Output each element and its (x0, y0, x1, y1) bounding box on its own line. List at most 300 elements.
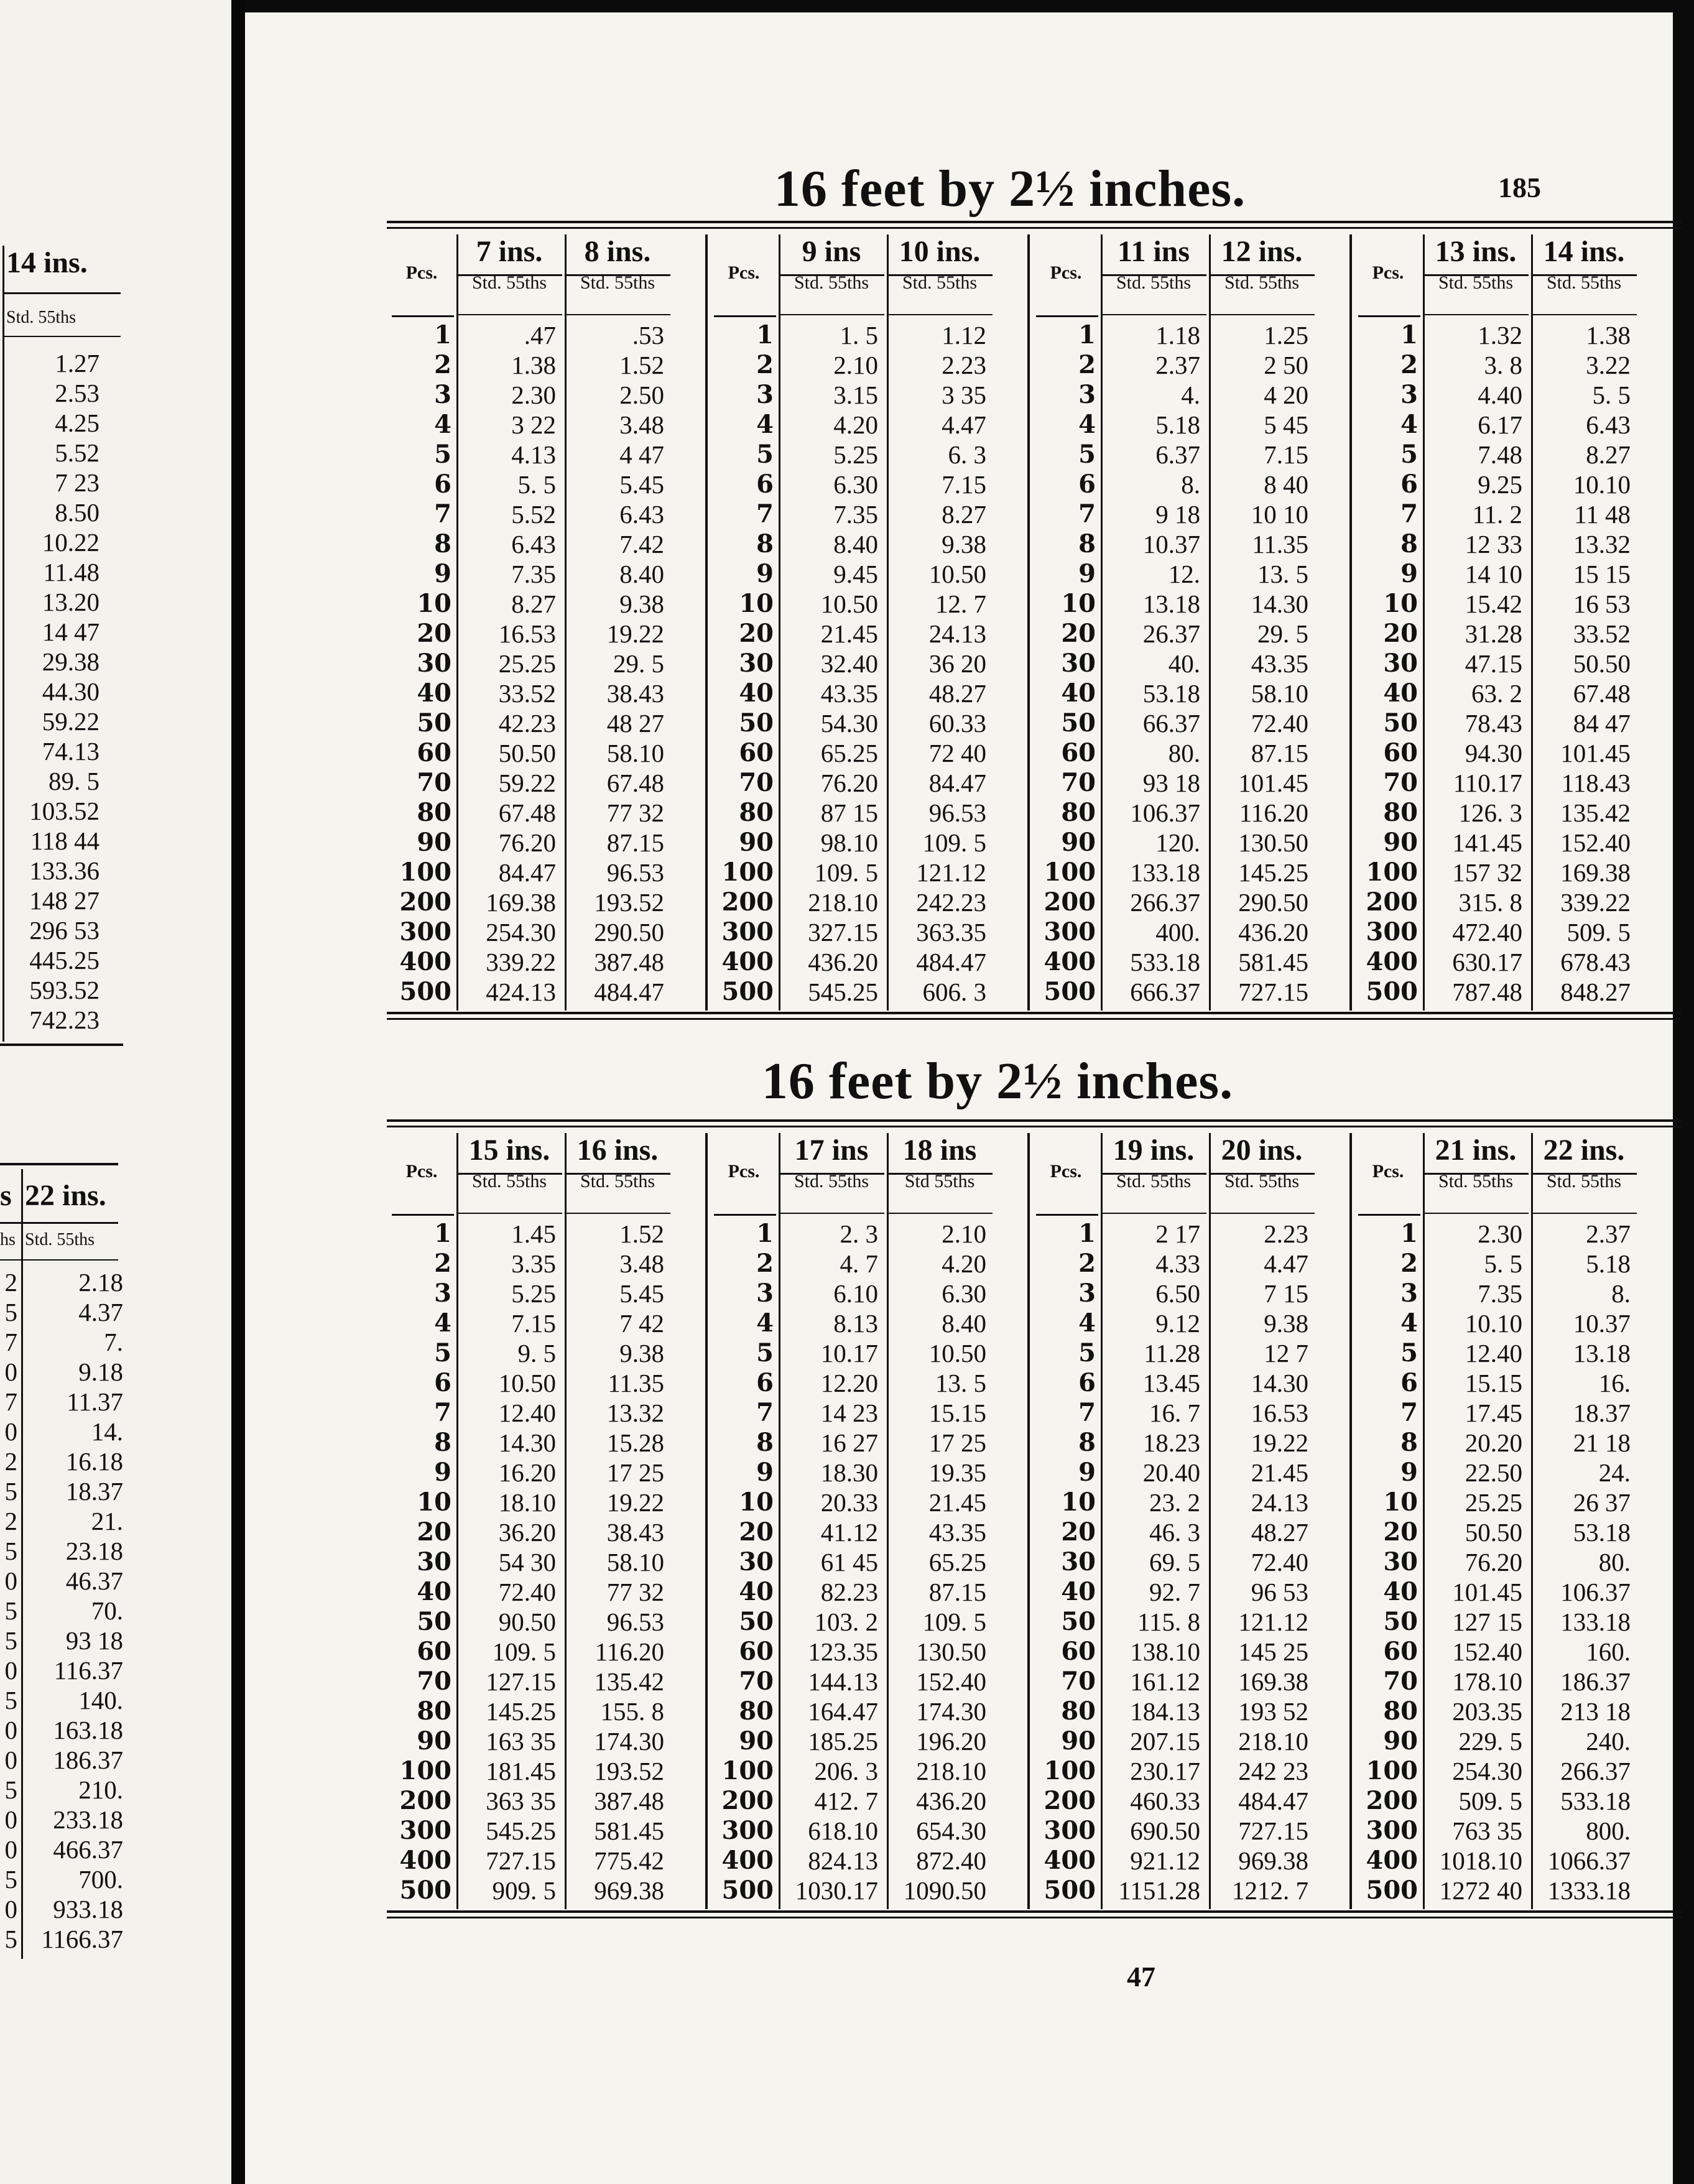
top-table-values-cell: 36 20 (928, 649, 986, 678)
top-table-positions-cell: 500 (1366, 977, 1418, 1006)
bottom-table-values-cell: 206. 3 (814, 1757, 878, 1785)
top-table-values-cell: 29. 5 (613, 649, 664, 678)
bottom-table-positions-cell: 400 (1044, 1846, 1096, 1875)
top-table-values-cell: 606. 3 (922, 978, 986, 1006)
top-table-values-cell: 43.35 (1251, 649, 1308, 678)
left-bottom-partial-values-cell: 0 (4, 1895, 17, 1923)
bottom-table-values-cell: 65.25 (928, 1548, 986, 1576)
top-table-values-cell: 16 53 (1573, 590, 1631, 618)
top-table-col-header: 7 ins. (476, 235, 543, 268)
bottom-table-values-cell: 15.15 (928, 1399, 986, 1427)
bottom-table-values-cell: 2 17 (1155, 1219, 1200, 1248)
bottom-table-positions-cell: 500 (1366, 1876, 1418, 1905)
top-table-positions (387, 320, 451, 1007)
top-table-positions-cell: 100 (721, 858, 774, 887)
bottom-table-values-cell: 6.30 (942, 1279, 986, 1308)
top-table-positions-cell: 4 (1400, 410, 1418, 439)
left-top-values-cell: 2.53 (55, 379, 100, 407)
bottom-table-values-cell: 92. 7 (1149, 1578, 1200, 1606)
bottom-table-positions-cell: 10 (1061, 1488, 1096, 1517)
top-table-values-cell: 727.15 (1238, 978, 1308, 1006)
top-table-col-subheader: Std. 55ths (580, 272, 655, 293)
bottom-table-positions-cell: 90 (417, 1726, 451, 1756)
top-table-positions-cell: 7 (434, 499, 451, 529)
top-table-values-cell: 145.25 (1238, 858, 1308, 887)
left-top-values-cell: 296 53 (29, 916, 100, 945)
top-table-values-cell: 4.20 (833, 410, 878, 439)
bottom-table-values-cell: 872.40 (916, 1846, 986, 1875)
top-table-values-cell: 5. 5 (517, 470, 556, 499)
bottom-table-subheader-rule (779, 1213, 884, 1214)
bottom-table-col-subheader: Std. 55ths (794, 1171, 869, 1191)
top-table-values-cell: 666.37 (1130, 978, 1200, 1006)
top-table-positions-cell: 90 (417, 828, 451, 857)
bottom-table-values-cell: 184.13 (1130, 1697, 1200, 1726)
top-table-values-cell: 787.48 (1452, 978, 1522, 1006)
top-table-values-cell: 678.43 (1560, 948, 1631, 976)
top-table-values-cell: 50.50 (498, 739, 556, 767)
bottom-table-values-cell: 5.25 (511, 1279, 556, 1308)
top-table-col-header: 9 ins (802, 235, 861, 268)
top-table-rule-top2 (387, 227, 1682, 229)
bottom-table-values-cell: 138.10 (1130, 1637, 1200, 1666)
bottom-table-positions-cell: 3 (756, 1279, 774, 1308)
bottom-table-positions-cell: 1 (1078, 1219, 1096, 1248)
top-table-col-divider (456, 234, 458, 1011)
top-table-values-cell: 8.27 (1586, 440, 1631, 469)
left-top-values-cell: 133.36 (29, 856, 100, 885)
top-table-values-cell: 58.10 (1251, 679, 1308, 708)
bottom-table-values-cell: 4.47 (1264, 1249, 1308, 1278)
left-bottom-subheader: Std. 55ths (25, 1230, 95, 1249)
bottom-table-values-cell: 1151.28 (1118, 1876, 1200, 1905)
top-table-values-cell: 21.45 (820, 619, 878, 648)
top-table-values-cell: 42.23 (498, 709, 556, 738)
bottom-table-values-cell: 22.50 (1465, 1458, 1522, 1487)
bottom-table-positions-cell: 9 (1400, 1458, 1418, 1487)
top-table-positions-cell: 2 (1400, 350, 1418, 379)
left-bottom-partial-values-cell: 0 (4, 1805, 17, 1834)
top-table-values-cell: 169.38 (486, 888, 556, 917)
top-table-values-cell: 65.25 (820, 739, 878, 767)
left-top-values-cell: 29.38 (42, 647, 100, 676)
bottom-table-rule-top (387, 1119, 1682, 1122)
bottom-table-positions-cell: 4 (756, 1308, 774, 1338)
top-table-values-cell: 533.18 (1130, 948, 1200, 976)
top-table-values-cell: 38.43 (606, 679, 664, 708)
bottom-table-values-cell: 160. (1586, 1637, 1631, 1666)
bottom-table-values-cell: 266.37 (1560, 1757, 1631, 1785)
top-table-rule-top (387, 221, 1682, 223)
top-table-positions-cell: 10 (739, 589, 774, 618)
top-table-values-cell: 254.30 (486, 918, 556, 946)
top-table-positions-cell: 5 (756, 440, 774, 469)
bottom-table-positions-cell: 60 (1383, 1637, 1418, 1666)
bottom-table-values-cell: 14.30 (498, 1428, 556, 1457)
top-table-values-cell: 1.25 (1264, 321, 1308, 349)
bottom-table-positions-cell: 100 (1366, 1756, 1418, 1785)
top-table-values-cell: 26.37 (1142, 619, 1200, 648)
bottom-table-values-cell: 3.35 (511, 1249, 556, 1278)
bottom-table-col-subheader: Std. 55ths (471, 1171, 547, 1191)
bottom-table-positions-cell: 80 (417, 1696, 451, 1726)
bottom-table-values-cell: 387.48 (594, 1787, 664, 1815)
top-table-values-cell: 290.50 (1238, 888, 1308, 917)
top-table-positions-cell: 40 (417, 678, 451, 708)
top-table-values-cell: 9 18 (1155, 500, 1200, 529)
top-table-values-cell: 387.48 (594, 948, 664, 976)
top-table-values-cell: 8 40 (1264, 470, 1308, 499)
left-top-values-cell: 1.27 (55, 349, 100, 377)
left-bottom-partial-values-cell: 5 (4, 1298, 17, 1326)
bottom-table-positions-cell: 30 (1383, 1547, 1418, 1576)
top-table-positions-cell: 300 (1366, 917, 1418, 946)
top-table-positions-cell: 2 (756, 350, 774, 379)
bottom-table-col-header: 15 ins. (468, 1134, 550, 1167)
top-table-values-cell: 13.18 (1142, 590, 1200, 618)
top-table-values-cell: 72 40 (928, 739, 986, 767)
bottom-table-positions-cell: 50 (1383, 1607, 1418, 1636)
top-table-positions-cell: 7 (756, 499, 774, 529)
bottom-table-values-cell: 50.50 (1465, 1518, 1522, 1547)
bottom-table-values (1103, 1219, 1200, 1905)
top-table-values-cell: 109. 5 (922, 828, 986, 857)
top-table-positions-cell: 30 (1061, 649, 1096, 678)
left-bottom-header-rule (0, 1222, 118, 1224)
top-table-positions-cell: 3 (434, 380, 451, 409)
bottom-table-col-divider (1101, 1133, 1103, 1909)
bottom-table-values-cell: 38.43 (606, 1518, 664, 1547)
top-table-values-cell: 12 33 (1465, 530, 1522, 558)
left-top-subheader: Std. 55ths (6, 308, 76, 327)
top-table-values-cell: 84 47 (1573, 709, 1631, 738)
bottom-table-positions-cell: 8 (1400, 1428, 1418, 1457)
left-top-values-cell: 59.22 (42, 707, 100, 736)
bottom-table-values (459, 1219, 556, 1905)
bottom-table-positions (387, 1219, 451, 1905)
top-table-values-cell: 121.12 (916, 858, 986, 887)
top-table-values-cell: 10.37 (1142, 530, 1200, 558)
top-table-values-cell: 436.20 (1238, 918, 1308, 946)
bottom-table-positions-cell: 30 (1061, 1547, 1096, 1576)
top-table-positions-cell: 8 (434, 529, 451, 558)
top-table-values-cell: 7.48 (1478, 440, 1522, 469)
bottom-table-values-cell: 9.12 (1155, 1309, 1200, 1338)
bottom-table-values-cell: 19.22 (1251, 1428, 1308, 1457)
bottom-table-subheader-rule (1209, 1213, 1315, 1214)
top-table-col-divider (1209, 234, 1211, 1011)
bottom-table-values-cell: 16. (1598, 1369, 1631, 1397)
bottom-table-values-cell: 109. 5 (922, 1608, 986, 1636)
bottom-table-positions-cell: 20 (1061, 1517, 1096, 1547)
bottom-table-values-cell: 1.52 (619, 1219, 664, 1248)
bottom-table-values-cell: 163 35 (486, 1727, 556, 1756)
top-title: 16 feet by 2½ inches. (774, 160, 1246, 218)
bottom-table-positions-cell: 300 (721, 1816, 774, 1845)
bottom-table-values-cell: 169.38 (1238, 1667, 1308, 1696)
bottom-table-values-cell: 116.20 (595, 1637, 664, 1666)
top-table-values-cell: 7.42 (619, 530, 664, 558)
top-table-positions (1353, 320, 1418, 1007)
top-table-values-cell: 4. (1181, 381, 1200, 409)
top-table-positions-cell: 10 (1061, 589, 1096, 618)
bottom-table-subheader-rule (887, 1213, 993, 1214)
bottom-table-positions-cell: 2 (756, 1249, 774, 1278)
bottom-table-values-cell: 17.45 (1465, 1399, 1522, 1427)
bottom-table-values-cell: 6.10 (833, 1279, 878, 1308)
top-table-subheader-rule (565, 314, 670, 315)
top-table-values-cell: 93 18 (1142, 769, 1200, 797)
top-table-values-cell: 141.45 (1452, 828, 1522, 857)
left-top-values-cell: 4.25 (55, 409, 100, 437)
bottom-table-positions-cell: 500 (1044, 1876, 1096, 1905)
left-top-values-cell: 103.52 (29, 797, 100, 825)
bottom-table-values-cell: 10.50 (498, 1369, 556, 1397)
bottom-table-positions-cell: 40 (1061, 1577, 1096, 1606)
top-table-subheader-rule (887, 314, 993, 315)
bottom-table-positions-cell: 40 (739, 1577, 774, 1606)
left-bottom-partial-values-cell: 5 (4, 1626, 17, 1655)
bottom-table-values-cell: 909. 5 (492, 1876, 556, 1905)
bottom-table-values-cell: 5.45 (619, 1279, 664, 1308)
bottom-table-pcs-rule (714, 1214, 776, 1216)
top-table-values-cell: 2.30 (511, 381, 556, 409)
bottom-table-positions-cell: 7 (1400, 1398, 1418, 1427)
left-bottom-values-cell: 933.18 (53, 1895, 123, 1923)
bottom-table-positions-cell: 80 (1383, 1696, 1418, 1726)
bottom-table-pcs-header: Pcs. (1050, 1161, 1082, 1182)
bottom-table-col-header: 16 ins. (576, 1134, 659, 1167)
bottom-table-positions-cell: 4 (1078, 1308, 1096, 1338)
bottom-table-positions-cell: 100 (399, 1756, 451, 1785)
bottom-table-values (781, 1219, 878, 1905)
top-table-values-cell: 2.10 (833, 351, 878, 379)
left-bottom-partial-values-cell: 2 (4, 1268, 17, 1297)
bottom-table-values-cell: 90.50 (498, 1608, 556, 1636)
top-table-values-cell: 47.15 (1465, 649, 1522, 678)
top-table-values (567, 320, 664, 1007)
top-table-positions-cell: 70 (739, 768, 774, 797)
left-top-values-cell: 148 27 (29, 886, 100, 915)
bottom-table-pcs-header: Pcs. (405, 1161, 438, 1182)
top-table-values-cell: 315. 8 (1458, 888, 1522, 917)
top-table-values-cell: 77 32 (606, 798, 664, 827)
bottom-table-positions-cell: 6 (756, 1368, 774, 1397)
left-bottom-partial-header: s (0, 1179, 12, 1212)
top-table-values-cell: 87.15 (606, 828, 664, 857)
top-table-pcs-header: Pcs. (405, 262, 438, 283)
left-top-values-cell: 118 44 (30, 826, 100, 855)
bottom-table-values-cell: 824.13 (808, 1846, 878, 1875)
bottom-table-values-cell: 207.15 (1130, 1727, 1200, 1756)
book-gutter (231, 0, 245, 2184)
top-table-values-cell: 101.45 (1238, 769, 1308, 797)
top-table-positions (1031, 320, 1096, 1007)
left-bottom-partial-values-cell: 0 (4, 1417, 17, 1446)
bottom-table-positions-cell: 90 (1061, 1726, 1096, 1756)
top-table-values-cell: 87 15 (820, 798, 878, 827)
top-table-positions-cell: 40 (739, 678, 774, 708)
bottom-table-values-cell: 10.10 (1465, 1309, 1522, 1338)
bottom-table-values-cell: 186.37 (1560, 1667, 1631, 1696)
top-table-values-cell: 193.52 (594, 888, 664, 917)
top-table-values-cell: 109. 5 (814, 858, 878, 887)
top-table-values-cell: 5.18 (1155, 410, 1200, 439)
bottom-table-values-cell: 460.33 (1130, 1787, 1200, 1815)
bottom-table-values-cell: 242 23 (1238, 1757, 1308, 1785)
bottom-table-values-cell: 484.47 (1238, 1787, 1308, 1815)
top-table-pcs-header: Pcs. (1372, 262, 1404, 283)
bottom-table-values-cell: 5. 5 (1484, 1249, 1522, 1278)
bottom-table-values-cell: 12.40 (1465, 1339, 1522, 1367)
top-table-values-cell: 9.25 (1478, 470, 1522, 499)
top-table-values-cell: 581.45 (1238, 948, 1308, 976)
top-table-pcs-rule (1358, 315, 1420, 317)
left-bottom-values-cell: 163.18 (53, 1716, 123, 1744)
left-top-rule-bottom (0, 1043, 123, 1046)
bottom-table-values-cell: 363 35 (486, 1787, 556, 1815)
bottom-table-values-cell: 103. 2 (814, 1608, 878, 1636)
top-table-values-cell: 54.30 (820, 709, 878, 738)
left-bottom-values-cell: 700. (78, 1865, 123, 1894)
top-table-positions-cell: 5 (434, 440, 451, 469)
bottom-table-positions-cell: 90 (739, 1726, 774, 1756)
bottom-table-values-cell: 1030.17 (795, 1876, 878, 1905)
top-table-col-divider (1531, 234, 1533, 1011)
bottom-table-positions-cell: 200 (399, 1786, 451, 1815)
top-table-values-cell: 15.42 (1465, 590, 1522, 618)
bottom-table-values-cell: 1018.10 (1439, 1846, 1522, 1875)
top-table-col-subheader: Std. 55ths (1438, 272, 1514, 293)
top-table-positions-cell: 500 (721, 977, 774, 1006)
bottom-table-values-cell: 196.20 (916, 1727, 986, 1756)
bottom-title: 16 feet by 2½ inches. (761, 1052, 1234, 1110)
bottom-table-positions-cell: 200 (721, 1786, 774, 1815)
left-bottom-values-cell: 2.18 (78, 1268, 123, 1297)
top-table-col-header: 12 ins. (1221, 235, 1303, 268)
bottom-table-values-cell: 127.15 (486, 1667, 556, 1696)
bottom-table-positions-cell: 70 (739, 1667, 774, 1696)
top-table-values-cell: 84.47 (498, 858, 556, 887)
bottom-table-values-cell: 727.15 (1238, 1816, 1308, 1845)
left-bottom-partial-values-cell: 2 (4, 1507, 17, 1535)
bottom-table-subheader-rule (1101, 1213, 1206, 1214)
bottom-table-values-cell: 48.27 (1251, 1518, 1308, 1547)
bottom-table-col-subheader: Std. 55ths (1224, 1171, 1300, 1191)
top-table-rule-bottom (387, 1012, 1682, 1014)
bottom-table-col-header: 17 ins (794, 1134, 869, 1167)
top-table-values-cell: 2.37 (1155, 351, 1200, 379)
bottom-table-values-cell: 18.37 (1573, 1399, 1631, 1427)
left-bottom-partial-values-cell: 5 (4, 1537, 17, 1565)
bottom-table-positions-cell: 7 (434, 1398, 451, 1427)
bottom-table-positions-cell: 50 (1061, 1607, 1096, 1636)
left-bottom-header: 22 ins. (25, 1179, 106, 1212)
bottom-table-values-cell: 218.10 (1238, 1727, 1308, 1756)
top-table-values (459, 320, 556, 1007)
left-bottom-partial-values-cell: 0 (4, 1716, 17, 1744)
top-table-values-cell: 4 20 (1264, 381, 1308, 409)
bottom-table-values-cell: 101.45 (1452, 1578, 1522, 1606)
bottom-table-values (889, 1219, 986, 1905)
left-bottom-values-cell: 210. (78, 1775, 123, 1804)
top-table-values-cell: 106.37 (1130, 798, 1200, 827)
left-bottom-subheader-rule (0, 1259, 118, 1261)
left-bottom-partial-values-cell: 0 (4, 1746, 17, 1774)
bottom-table-values-cell: 2.30 (1478, 1219, 1522, 1248)
top-table-values-cell: 60.33 (928, 709, 986, 738)
bottom-table-values-cell: 13.45 (1142, 1369, 1200, 1397)
bottom-table-positions-cell: 40 (417, 1577, 451, 1606)
top-table-values-cell: 169.38 (1560, 858, 1631, 887)
top-table-values-cell: 84.47 (928, 769, 986, 797)
bottom-table-col-header: 22 ins. (1543, 1134, 1625, 1167)
top-table-values-cell: 43.35 (820, 679, 878, 708)
bottom-table-values-cell: 5.18 (1586, 1249, 1631, 1278)
left-bottom-partial-values-cell: 7 (4, 1328, 17, 1356)
top-table-positions-cell: 1 (1400, 320, 1418, 349)
left-bottom-values-cell: 4.37 (78, 1298, 123, 1326)
bottom-table-col-header: 20 ins. (1221, 1134, 1303, 1167)
bottom-table-values-cell: 10.37 (1573, 1309, 1631, 1338)
bottom-table-values-cell: 20.40 (1142, 1458, 1200, 1487)
bottom-table-positions-cell: 400 (399, 1846, 451, 1875)
bottom-table-positions-cell: 200 (1044, 1786, 1096, 1815)
top-table-values-cell: 1.12 (942, 321, 986, 349)
top-table-col-divider (887, 234, 889, 1011)
left-bottom-partial-values-cell: 5 (4, 1925, 17, 1953)
top-table-values-cell: 400. (1155, 918, 1200, 946)
top-table-values-cell: 5 45 (1264, 410, 1308, 439)
top-table-values-cell: 6.17 (1478, 410, 1522, 439)
bottom-table-positions-cell: 20 (739, 1517, 774, 1547)
bottom-table-values-cell: 8.40 (942, 1309, 986, 1338)
bottom-table-values-cell: 25.25 (1465, 1488, 1522, 1517)
left-top-values-cell: 7 23 (55, 468, 100, 497)
bottom-table-values-cell: 61 45 (820, 1548, 878, 1576)
top-table-positions-cell: 9 (1078, 559, 1096, 588)
bottom-table-values-cell: 240. (1586, 1727, 1631, 1756)
bottom-table-pcs-header: Pcs. (728, 1161, 760, 1182)
top-table-values-cell: 31.28 (1465, 619, 1522, 648)
bottom-table-values-cell: 82.23 (820, 1578, 878, 1606)
top-table-positions-cell: 500 (399, 977, 451, 1006)
top-table-values-cell: 1. 5 (840, 321, 878, 349)
bottom-table-positions-cell: 5 (1400, 1338, 1418, 1367)
bottom-table-values-cell: 21.45 (1251, 1458, 1308, 1487)
bottom-table-positions-cell: 90 (1383, 1726, 1418, 1756)
bottom-table-positions-cell: 9 (434, 1458, 451, 1487)
bottom-table-values-cell: 8.13 (833, 1309, 878, 1338)
top-table-positions-cell: 10 (417, 589, 451, 618)
bottom-table-values-cell: 1272 40 (1439, 1876, 1522, 1905)
bottom-table-values (1534, 1219, 1631, 1905)
top-table-values-cell: 3 35 (942, 381, 986, 409)
bottom-table-values-cell: 127 15 (1452, 1608, 1522, 1636)
top-table-values-cell: 8.27 (511, 590, 556, 618)
bottom-table-values-cell: 4.20 (942, 1249, 986, 1278)
top-table-values-cell: 14.30 (1251, 590, 1308, 618)
top-table-positions-cell: 60 (739, 738, 774, 767)
top-table-values-cell: 436.20 (808, 948, 878, 976)
bottom-table-values-cell: 13.18 (1573, 1339, 1631, 1367)
bottom-table-values-cell: 533.18 (1560, 1787, 1631, 1815)
top-table-subheader-rule (1423, 314, 1529, 315)
bottom-table-values-cell: 1090.50 (903, 1876, 986, 1905)
bottom-table-values-cell: 54 30 (498, 1548, 556, 1576)
left-top-values-cell: 13.20 (42, 588, 100, 616)
top-table-positions-cell: 200 (1366, 887, 1418, 917)
